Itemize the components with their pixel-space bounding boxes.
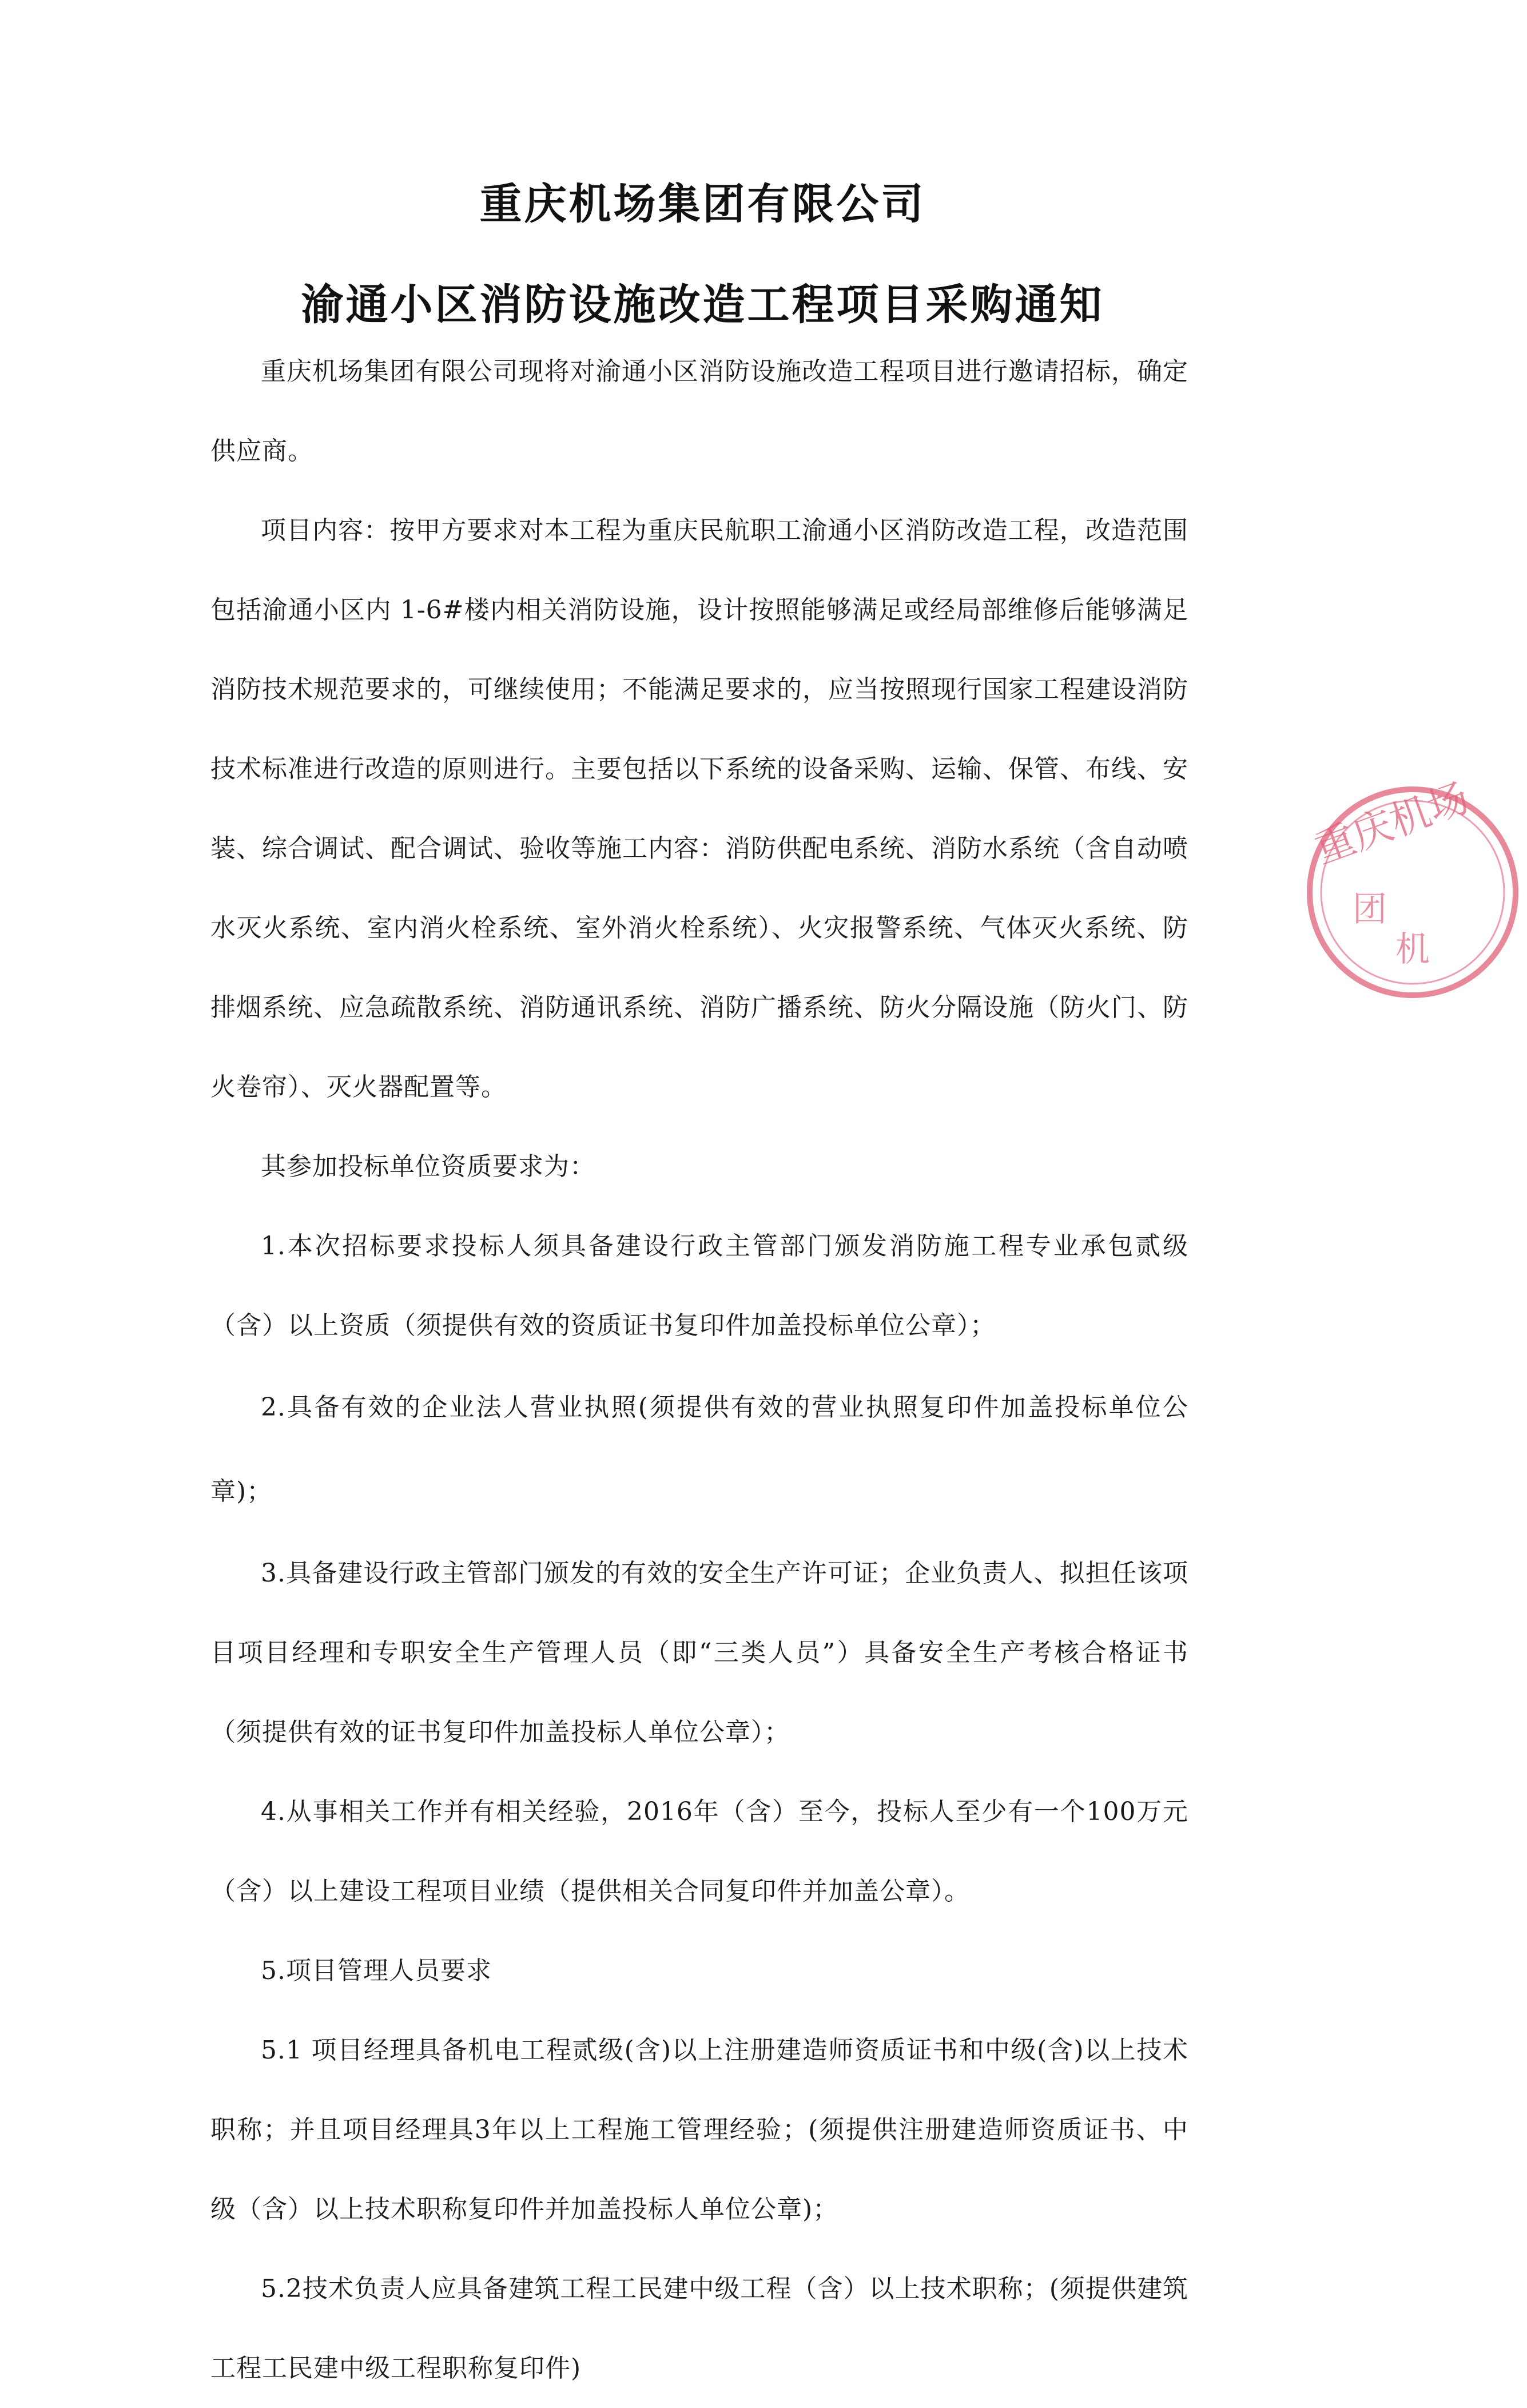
svg-text:重庆机场: 重庆机场 (1308, 774, 1475, 873)
paragraph-requirement-5-2: 5.2技术负责人应具备建筑工程工民建中级工程（含）以上技术职称；(须提供建筑工程工民建中级工程职称复印件) (210, 2274, 1188, 2383)
paragraph-requirement-5-1: 5.1 项目经理具备机电工程贰级(含)以上注册建造师资质证书和中级(含)以上技术职称；并且项目经理具3年以上工程施工管理经验；(须提供注册建造师资质证书、中级（含）以上技术职称复印件并加盖投标人单位公章)； (210, 2036, 1188, 2224)
company-seal-stamp (1298, 774, 1527, 1007)
svg-text:机: 机 (1395, 929, 1430, 969)
paragraph-intro: 重庆机场集团有限公司现将对渝通小区消防设施改造工程项目进行邀请招标，确定供应商。 (210, 357, 1188, 466)
paragraph-project-content: 项目内容：按甲方要求对本工程为重庆民航职工渝通小区消防改造工程，改造范围包括渝通小区内 1-6#楼内相关消防设施，设计按照能够满足或经局部维修后能够满足消防技术规范要求的，可继续使用；不能满足要求的，应当按照现行国家工程建设消防技术标准进行改造的原则进行。主要包括以下系统的设备采购、运输、保管、布线、安装、综合调试、配合调试、验收等施工内容：消防供配电系统、消防水系统（含自动喷水灭火系统、室内消火栓系统、室外消火栓系统）、火灾报警系统、气体灭火系统、防排烟系统、应急疏散系统、消防通讯系统、消防广播系统、防火分隔设施（防火门、防火卷帘）、灭火器配置等。 (210, 516, 1188, 1102)
paragraph-requirement-2: 2.具备有效的企业法人营业执照(须提供有效的营业执照复印件加盖投标单位公章)； (210, 1393, 1188, 1506)
document-title-notice: 渝通小区消防设施改造工程项目采购通知 (301, 280, 1104, 329)
svg-text:团: 团 (1353, 889, 1387, 929)
paragraph-requirement-1: 1.本次招标要求投标人须具备建设行政主管部门颁发消防施工程专业承包贰级（含）以上资质（须提供有效的资质证书复印件加盖投标单位公章）； (210, 1231, 1188, 1340)
paragraph-requirement-4: 4.从事相关工作并有相关经验，2016年（含）至今，投标人至少有一个100万元（含）以上建设工程项目业绩（提供相关合同复印件并加盖公章）。 (210, 1797, 1188, 1906)
paragraph-requirement-3: 3.具备建设行政主管部门颁发的有效的安全生产许可证；企业负责人、拟担任该项目项目经理和专职安全生产管理人员（即“三类人员”）具备安全生产考核合格证书（须提供有效的证书复印件加盖投标人单位公章）； (210, 1559, 1188, 1747)
document-title-company: 重庆机场集团有限公司 (479, 180, 926, 229)
document-body (210, 332, 1188, 2408)
paragraph-qualification-heading: 其参加投标单位资质要求为： (261, 1152, 595, 1181)
paragraph-requirement-5-heading: 5.项目管理人员要求 (261, 1956, 492, 1985)
